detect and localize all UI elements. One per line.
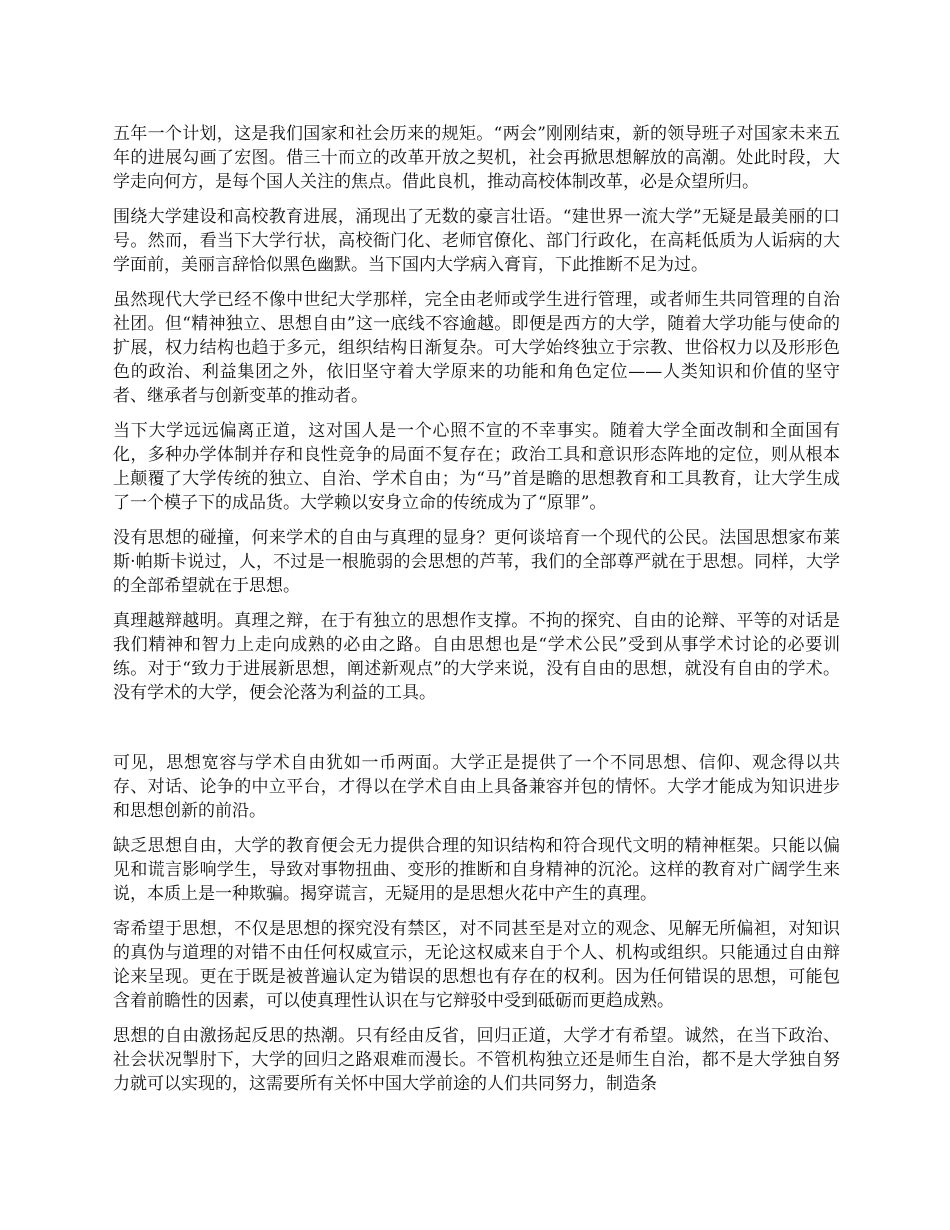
paragraph-5: 没有思想的碰撞，何来学术的自由与真理的显身？更何谈培育一个现代的公民。法国思想家布莱斯·帕斯卡说过，人，不过是一根脆弱的会思想的芦苇，我们的全部尊严就在于思想。同样，大学的全部希望就在于思想。 — [113, 528, 840, 596]
paragraph-1: 五年一个计划，这是我们国家和社会历来的规矩。“两会”刚刚结束，新的领导班子对国家未来五年的进展勾画了宏图。借三十而立的改革开放之契机，社会再掀思想解放的高潮。处此时段，大学走向何方，是每个国人关注的焦点。借此良机，推动高校体制改革，必是众望所归。 — [113, 124, 840, 192]
paragraph-7: 可见，思想宽容与学术自由犹如一币两面。大学正是提供了一个不同思想、信仰、观念得以共存、对话、论争的中立平台，才得以在学术自由上具备兼容并包的情怀。大学才能成为知识进步和思想创新的前沿。 — [113, 753, 840, 821]
paragraph-3: 虽然现代大学已经不像中世纪大学那样，完全由老师或学生进行管理，或者师生共同管理的自治社团。但“精神独立、思想自由”这一底线不容逾越。即便是西方的大学，随着大学功能与使命的扩展，权力结构也趋于多元，组织结构日渐复杂。可大学始终独立于宗教、世俗权力以及形形色色的政治、利益集团之外，依旧坚守着大学原来的功能和角色定位——人类知识和价值的坚守者、继承者与创新变革的推动者。 — [113, 290, 840, 406]
paragraph-10: 思想的自由激扬起反思的热潮。只有经由反省，回归正道，大学才有希望。诚然，在当下政治、社会状况掣肘下，大学的回归之路艰难而漫长。不管机构独立还是师生自治，都不是大学独自努力就可以实现的，这需要所有关怀中国大学前途的人们共同努力，制造条 — [113, 1026, 840, 1094]
paragraph-8: 缺乏思想自由，大学的教育便会无力提供合理的知识结构和符合现代文明的精神框架。只能以偏见和谎言影响学生，导致对事物扭曲、变形的推断和自身精神的沉沦。这样的教育对广阔学生来说，本质上是一种欺骗。揭穿谎言，无疑用的是思想火花中产生的真理。 — [113, 836, 840, 904]
paragraph-6: 真理越辩越明。真理之辩，在于有独立的思想作支撑。不拘的探究、自由的论辩、平等的对话是我们精神和智力上走向成熟的必由之路。自由思想也是“学术公民”受到从事学术讨论的必要训练。对于“致力于进展新思想，阐述新观点”的大学来说，没有自由的思想，就没有自由的学术。没有学术的大学，便会沦落为利益的工具。 — [113, 611, 840, 703]
paragraph-4: 当下大学远远偏离正道，这对国人是一个心照不宣的不幸事实。随着大学全面改制和全面国有化，多种办学体制并存和良性竞争的局面不复存在；政治工具和意识形态阵地的定位，则从根本上颠覆了大学传统的独立、自治、学术自由；为“马”首是瞻的思想教育和工具教育，让大学生成了一个模子下的成品货。大学赖以安身立命的传统成为了“原罪”。 — [113, 421, 840, 513]
paragraph-2: 围绕大学建设和高校教育进展，涌现出了无数的豪言壮语。“建世界一流大学”无疑是最美丽的口号。然而，看当下大学行状，高校衙门化、老师官僚化、部门行政化，在高耗低质为人诟病的大学面前，美丽言辞恰似黑色幽默。当下国内大学病入膏肓，下此推断不足为过。 — [113, 207, 840, 275]
document-body — [113, 122, 840, 1107]
paragraph-9: 寄希望于思想，不仅是思想的探究没有禁区，对不同甚至是对立的观念、见解无所偏袒，对知识的真伪与道理的对错不由任何权威宣示，无论这权威来自于个人、机构或组织。只能通过自由辩论来呈现。更在于既是被普遍认定为错误的思想也有存在的权利。因为任何错误的思想，可能包含着前瞻性的因素，可以使真理性认识在与它辩驳中受到砥砺而更趋成熟。 — [113, 919, 840, 1011]
